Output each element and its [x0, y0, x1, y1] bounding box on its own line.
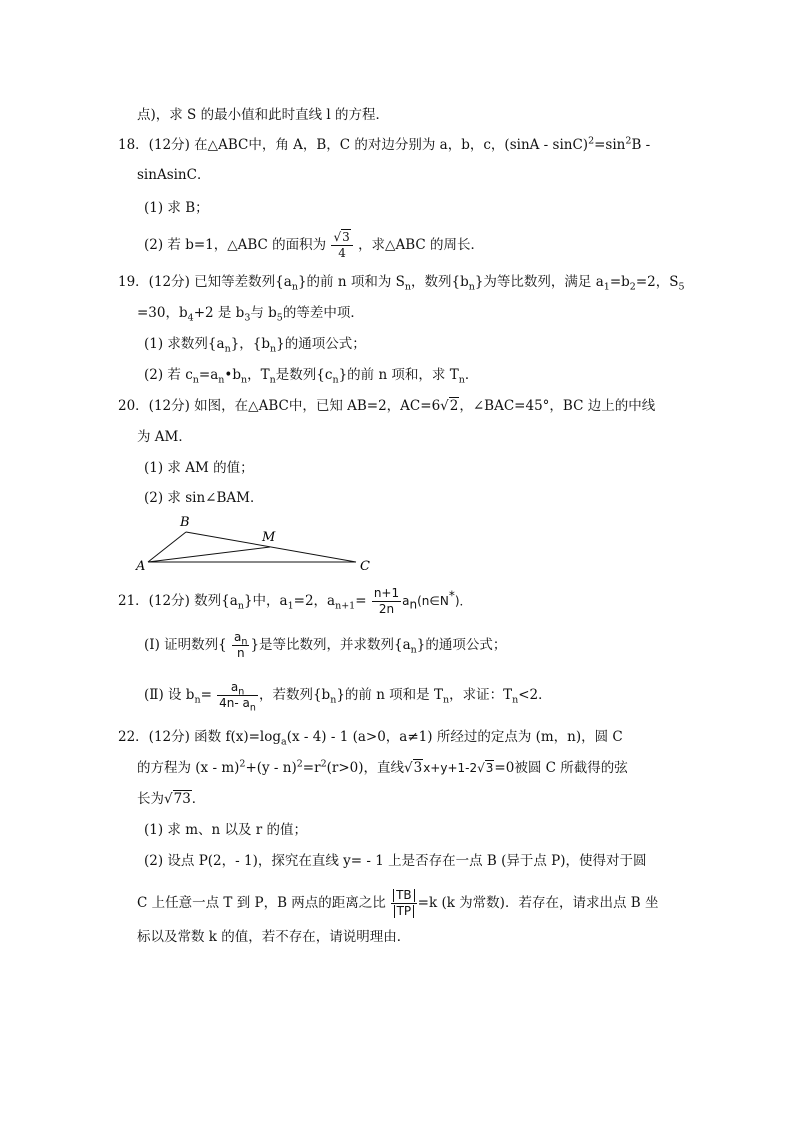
problem-21-line-1 — [118, 586, 472, 617]
text-span: ． — [191, 791, 206, 807]
subscript: n — [332, 374, 339, 386]
text-span: +(y - n) — [245, 760, 297, 776]
subscript: n — [269, 374, 276, 386]
text-span: 18．(12分) 在△ABC中，角 A，B，C 的对边分别为 a，b，c，(sinA - sinC) — [118, 137, 589, 153]
sqrt: √3 — [404, 760, 423, 776]
text-span: }为等比数列，满足 a — [474, 274, 604, 290]
text-span: •b — [224, 367, 242, 383]
triangle-figure — [130, 510, 390, 572]
text-span: C 上任意一点 T 到 P，B 两点的距离之比 — [137, 895, 386, 911]
text-span: }的前 n 项和，求 T — [338, 367, 459, 383]
subscript: 1 — [603, 281, 610, 293]
radicand: 73 — [173, 791, 191, 807]
problem-18-q1 — [144, 199, 209, 217]
text-span: =sin — [594, 137, 626, 153]
text-span: 20．(12分) 如图，在△ABC中，已知 AB=2，AC=6 — [118, 398, 441, 414]
text-span: =30，b — [137, 305, 188, 321]
sqrt: √2 — [440, 398, 459, 414]
text-span: (Ⅱ) 设 b — [144, 687, 195, 703]
radicand: 3 — [413, 760, 423, 776]
text-span: =b — [609, 274, 630, 290]
fraction — [217, 680, 258, 714]
segment-AB — [148, 532, 186, 562]
subscript: n — [241, 636, 248, 648]
problem-21-q2 — [144, 680, 552, 714]
text-span: = — [355, 593, 367, 609]
superscript: 2 — [588, 135, 595, 147]
sqrt: √73 — [164, 791, 191, 807]
subscript: n — [241, 374, 248, 386]
text-span: =2，S — [635, 274, 679, 290]
text-span: a — [402, 594, 410, 608]
subscript: n — [237, 600, 244, 612]
problem-19-line-1 — [118, 273, 685, 291]
problem-22-q1 — [144, 821, 307, 839]
subscript: n — [224, 343, 231, 355]
subscript: n — [458, 374, 465, 386]
subscript: 5 — [678, 281, 685, 293]
subscript: n — [194, 694, 201, 706]
text-span: B - — [631, 137, 651, 153]
fraction — [372, 586, 401, 617]
superscript: 2 — [625, 135, 632, 147]
subscript: n — [291, 281, 298, 293]
text-span: 为 AM． — [137, 429, 192, 445]
text-span: 点)，求 S 的最小值和此时直线 l 的方程． — [137, 107, 389, 123]
numerator: a — [230, 680, 239, 694]
superscript: 2 — [239, 758, 246, 770]
text-span: =k (k 为常数)．若存在，请求出点 B 坐 — [417, 895, 659, 911]
text-span: =a — [198, 367, 219, 383]
numerator: a — [234, 630, 242, 644]
text-span: 22．(12分) 函数 f(x)=log — [118, 729, 282, 745]
problem-19-line-2: =30，$b_4+2$ 是 $b_3$与 $b_5$的等差中项． — [137, 305, 364, 324]
problem-22-q2-line-1 — [144, 852, 647, 870]
text-span: (1) 求 B； — [144, 200, 209, 216]
subscript: n — [192, 374, 199, 386]
text-line — [137, 106, 389, 124]
problem-21-q1 — [144, 630, 506, 661]
subscript: n — [404, 281, 411, 293]
text-span: (2) 设点 P(2，- 1)，探究在直线 y= - 1 上是否存在一点 B (异于点 P)，使得对于圆 — [144, 853, 647, 869]
text-span: (r>0)，直线 — [326, 760, 404, 776]
text-span: 长为 — [137, 791, 164, 807]
text-span: ，∠BAC=45°，BC 边上的中线 — [459, 398, 656, 414]
text-span: = — [200, 687, 212, 703]
text-span: }的通项公式； — [276, 336, 366, 352]
label-B: B — [180, 515, 190, 530]
subscript: n — [410, 644, 417, 656]
radicand: 3 — [342, 230, 350, 244]
subscript: 3 — [244, 312, 251, 324]
fraction: $\frac{√3}{4}$ — [331, 230, 352, 261]
numerator: TB — [393, 889, 415, 902]
subscript: 5 — [276, 312, 283, 324]
text-span: )． — [454, 594, 472, 608]
numerator: n+1 — [373, 586, 400, 600]
text-span: 与 b — [250, 305, 277, 321]
subscript: n — [249, 702, 256, 714]
text-span: x+y+1-2 — [423, 761, 478, 775]
subscript: n+1 — [335, 600, 356, 612]
denominator: 4 — [331, 245, 352, 261]
text-span: (1) 求 m、n 以及 r 的值； — [144, 822, 308, 838]
text-span: 是数列{c — [275, 367, 333, 383]
denominator: 4n- a — [219, 696, 250, 710]
superscript: 2 — [296, 758, 303, 770]
text-span: =2，a — [293, 593, 336, 609]
text-span: 的方程为 (x - m) — [137, 760, 240, 776]
text-span: }，{b — [230, 336, 271, 352]
label-C: C — [360, 559, 370, 572]
superscript: 2 — [320, 758, 327, 770]
problem-22-line-2 — [137, 759, 628, 777]
problem-22-q2-line-2 — [137, 888, 658, 919]
subscript: 1 — [287, 600, 294, 612]
text-span: (1) 求数列{a — [144, 336, 225, 352]
problem-22-line-1 — [118, 728, 623, 746]
subscript: n — [468, 281, 475, 293]
text-span: (1) 求 AM 的值； — [144, 460, 254, 476]
problem-19-q2 — [144, 366, 478, 384]
problem-19-q1 — [144, 335, 366, 353]
text-span: ，求证：T — [449, 687, 513, 703]
text-span: }的前 n 项和为 S — [297, 274, 405, 290]
text-span: ，数列{b — [410, 274, 469, 290]
text-span: }的前 n 项和是 T — [336, 687, 443, 703]
text-span: =r — [302, 760, 321, 776]
subscript: n — [409, 597, 418, 612]
text-span: 21．(12分) 数列{a — [118, 593, 238, 609]
text-span: }的通项公式； — [416, 637, 507, 653]
subscript: n — [442, 694, 450, 706]
subscript: n — [270, 343, 277, 355]
problem-18-line-2 — [137, 166, 210, 184]
text-span: +2 是 b — [193, 305, 245, 321]
fraction — [232, 630, 249, 661]
text-span: }中，a — [243, 593, 288, 609]
subscript: n — [238, 686, 245, 698]
text-span: (2) 求 sin∠BAM． — [144, 490, 264, 506]
subscript: n — [218, 374, 225, 386]
text-span: sinAsinC． — [137, 167, 211, 183]
radicand: 3 — [485, 761, 494, 775]
superscript: * — [448, 588, 455, 603]
problem-22-line-3 — [137, 790, 205, 808]
problem-18-q2 — [144, 230, 484, 261]
text-span: (x - 4) - 1 (a>0，a≠1) 所经过的定点为 (m，n)，圆 C — [286, 729, 623, 745]
text-span: ，若数列{b — [258, 687, 331, 703]
segment-AM — [148, 547, 270, 562]
denominator: 2n — [372, 601, 401, 617]
text-span: (2) 若 b=1，△ABC 的面积为 — [144, 237, 327, 253]
subscript: n — [330, 694, 337, 706]
text-span: (2) 若 c — [144, 367, 193, 383]
radicand: 2 — [449, 398, 459, 414]
text-span: 的等差中项． — [282, 305, 364, 321]
problem-20-q2 — [144, 489, 263, 507]
problem-20-line-2 — [137, 428, 192, 446]
text-span: }是等比数列，并求数列{a — [250, 637, 411, 653]
denominator: n — [232, 645, 249, 661]
text-span: <2． — [518, 687, 552, 703]
subscript: 2 — [629, 281, 636, 293]
text-span: ，T — [247, 367, 270, 383]
label-M: M — [262, 530, 276, 545]
text-span: 标以及常数 k 的值，若不存在，请说明理由． — [137, 929, 411, 945]
problem-18-line-1 — [118, 136, 650, 154]
text-span: =0被圆 C 所截得的弦 — [494, 760, 628, 776]
problem-20-q1 — [144, 459, 254, 477]
label-A: A — [136, 559, 146, 572]
text-span: 19．(12分) 已知等差数列{a — [118, 274, 292, 290]
ratio-fraction — [391, 888, 417, 919]
subscript: a — [281, 736, 287, 748]
text-span: (n∈N — [417, 594, 449, 608]
text-span: (Ⅰ) 证明数列{ — [144, 637, 227, 653]
sqrt: √3 — [477, 761, 494, 775]
text-span: ． — [464, 367, 479, 383]
denominator: TP — [394, 905, 415, 918]
problem-20-line-1 — [118, 397, 655, 415]
subscript: n — [512, 694, 519, 706]
text-span: ，求△ABC 的周长． — [358, 237, 484, 253]
problem-22-q2-line-3 — [137, 928, 410, 946]
